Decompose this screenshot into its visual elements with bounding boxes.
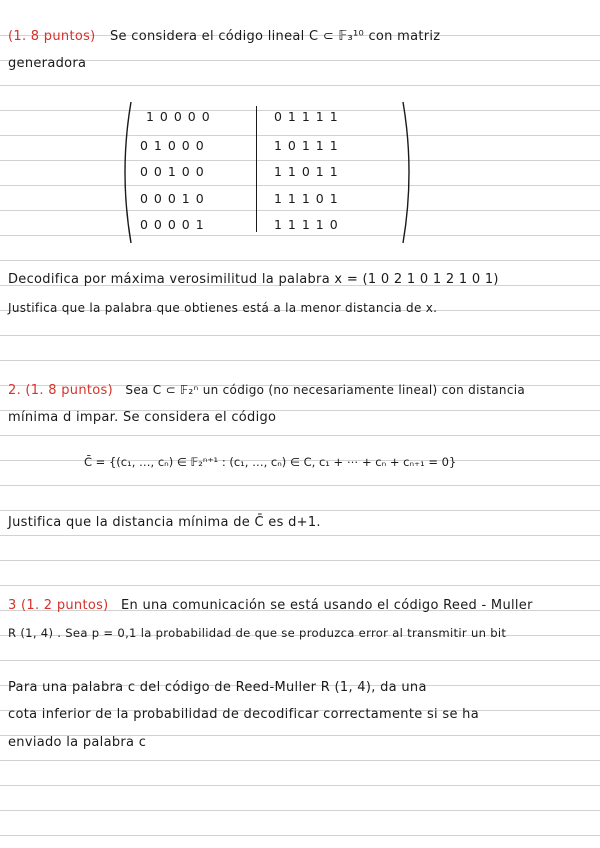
generator-matrix xyxy=(118,100,418,245)
left-parenthesis xyxy=(118,100,132,245)
problem-3-statement: En una comunicación se está usando el código Reed - Muller xyxy=(120,598,533,613)
problem-3-points: 3 (1. 2 puntos) xyxy=(8,598,109,613)
right-parenthesis xyxy=(402,100,416,245)
problem-3-line-5: enviado la palabra c xyxy=(8,735,147,750)
problem-2-line-1 xyxy=(8,383,525,398)
problem-1-line-4: Justifica que la palabra que obtienes está a la menor distancia de x. xyxy=(8,301,438,315)
problem-2-points: 2. (1. 8 puntos) xyxy=(8,383,113,398)
problem-3-line-3: Para una palabra c del código de Reed-Muller R (1, 4), da una xyxy=(8,680,427,695)
problem-1-points: (1. 8 puntos) xyxy=(8,29,96,44)
matrix-row-left: 0 0 1 0 0 xyxy=(140,164,205,179)
matrix-row-right: 0 1 1 1 1 xyxy=(274,109,339,124)
problem-2-formula: C̄ = {(c₁, …, cₙ) ∈ 𝔽₂ⁿ⁺¹ : (c₁, …, cₙ) ∈ C, c₁ + ⋯ + cₙ + cₙ₊₁ = 0} xyxy=(84,455,457,469)
problem-3-line-1 xyxy=(8,598,533,613)
problem-2-statement: Sea C ⊂ 𝔽₂ⁿ un código (no necesariamente lineal) con distancia xyxy=(125,383,525,397)
matrix-row-left: 0 0 0 0 1 xyxy=(140,217,205,232)
problem-1-line-1 xyxy=(8,29,440,44)
problem-1-line-2: generadora xyxy=(8,56,87,71)
matrix-row-right: 1 1 1 1 0 xyxy=(274,217,339,232)
matrix-row-left: 1 0 0 0 0 xyxy=(146,109,211,124)
matrix-row-right: 1 1 0 1 1 xyxy=(274,164,339,179)
problem-3-line-2: R (1, 4) . Sea p = 0,1 la probabilidad de que se produzca error al transmitir un bit xyxy=(8,626,507,640)
matrix-row-left: 0 1 0 0 0 xyxy=(140,138,205,153)
problem-2-line-2: mínima d impar. Se considera el código xyxy=(8,410,277,425)
problem-1-statement: Se considera el código lineal C ⊂ 𝔽₃¹⁰ con matriz xyxy=(109,29,441,44)
matrix-row-right: 1 0 1 1 1 xyxy=(274,138,339,153)
problem-2-line-3: Justifica que la distancia mínima de C̄ es d+1. xyxy=(8,515,321,530)
problem-1-line-3: Decodifica por máxima verosimilitud la palabra x = (1 0 2 1 0 1 2 1 0 1) xyxy=(8,272,499,287)
matrix-divider xyxy=(256,106,257,232)
matrix-row-right: 1 1 1 0 1 xyxy=(274,191,339,206)
matrix-row-left: 0 0 0 1 0 xyxy=(140,191,205,206)
problem-3-line-4: cota inferior de la probabilidad de decodificar correctamente si se ha xyxy=(8,707,479,722)
